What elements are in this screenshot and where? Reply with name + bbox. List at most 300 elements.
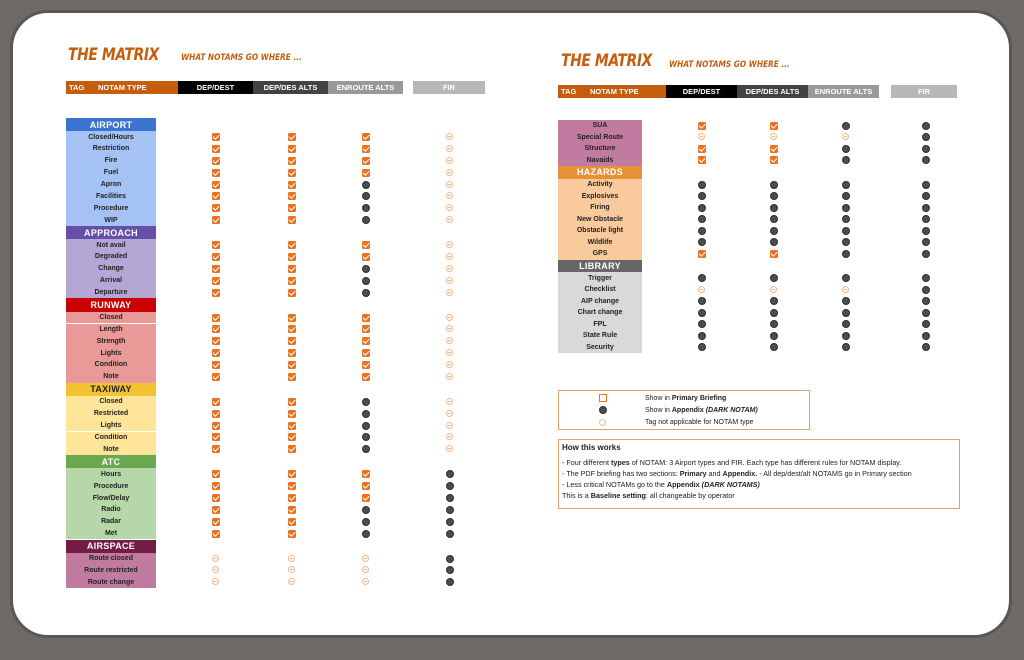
tag-cell: Procedure: [66, 480, 156, 492]
page-subtitle-right: WHAT NOTAMS GO WHERE ...: [669, 60, 790, 70]
appendix-dot-icon: [770, 204, 778, 212]
primary-check-icon: [288, 253, 296, 261]
not-applicable-icon: [446, 157, 453, 164]
header-fir: FIR: [891, 85, 957, 98]
category-airport: AIRPORT: [66, 118, 156, 131]
appendix-dot-icon: [842, 332, 850, 340]
primary-check-icon: [212, 530, 220, 538]
appendix-dot-icon: [446, 494, 454, 502]
appendix-dot-icon: [922, 297, 930, 305]
primary-check-icon: [288, 277, 296, 285]
appendix-dot-icon: [922, 215, 930, 223]
tag-cell: SUA: [558, 120, 642, 132]
appendix-dot-icon: [446, 578, 454, 586]
tag-cell: Trigger: [558, 272, 642, 284]
appendix-dot-icon: [922, 145, 930, 153]
appendix-dot-icon: [922, 192, 930, 200]
appendix-dot-icon: [770, 181, 778, 189]
tag-cell: Lights: [66, 347, 156, 359]
tag-cell: Radio: [66, 504, 156, 516]
appendix-dot-icon: [698, 181, 706, 189]
primary-check-icon: [212, 482, 220, 490]
appendix-dot-icon: [842, 181, 850, 189]
tag-cell: Route closed: [66, 553, 156, 565]
category-hazards: HAZARDS: [558, 166, 642, 179]
appendix-dot-icon: [922, 227, 930, 235]
not-applicable-icon: [446, 373, 453, 380]
tag-cell: Note: [66, 371, 156, 383]
how-l2e: - All dep/dest/alt NOTAMS go in Primary section: [757, 469, 912, 478]
tag-cell: Apron: [66, 179, 156, 191]
not-applicable-icon: [446, 265, 453, 272]
appendix-dot-icon: [842, 238, 850, 246]
tag-cell: WIP: [66, 214, 156, 226]
primary-check-icon: [362, 314, 370, 322]
primary-check-icon: [212, 277, 220, 285]
not-applicable-icon: [212, 555, 219, 562]
primary-check-icon: [288, 506, 296, 514]
appendix-dot-icon: [842, 309, 850, 317]
appendix-dot-icon: [698, 192, 706, 200]
primary-check-icon: [362, 241, 370, 249]
not-applicable-icon: [446, 445, 453, 452]
how-l4a: This is a: [562, 491, 591, 500]
tag-cell: Radar: [66, 516, 156, 528]
primary-check-icon: [288, 445, 296, 453]
primary-check-icon: [212, 216, 220, 224]
tag-cell: Checklist: [558, 284, 642, 296]
tag-cell: Restricted: [66, 408, 156, 420]
how-line-3: [562, 479, 956, 490]
not-applicable-icon: [362, 555, 369, 562]
appendix-dot-icon: [770, 332, 778, 340]
how-line-1: [562, 457, 956, 468]
appendix-dot-icon: [770, 320, 778, 328]
tag-cell: Departure: [66, 287, 156, 299]
appendix-dot-icon: [770, 297, 778, 305]
category-airspace: AIRSPACE: [66, 540, 156, 553]
not-applicable-icon: [446, 169, 453, 176]
appendix-dot-icon: [446, 470, 454, 478]
primary-check-icon: [362, 169, 370, 177]
primary-check-icon: [362, 349, 370, 357]
primary-check-icon: [212, 470, 220, 478]
primary-check-icon: [288, 398, 296, 406]
appendix-dot-icon: [922, 133, 930, 141]
appendix-dot-icon: [842, 250, 850, 258]
appendix-dot-icon: [362, 518, 370, 526]
tag-cell: Lights: [66, 420, 156, 432]
appendix-dot-icon: [922, 332, 930, 340]
not-applicable-icon: [446, 192, 453, 199]
appendix-dot-icon: [922, 122, 930, 130]
primary-check-icon: [212, 241, 220, 249]
tag-cell: Chart change: [558, 307, 642, 319]
not-applicable-icon: [288, 566, 295, 573]
table-header-right: [558, 85, 957, 98]
primary-check-icon: [212, 145, 220, 153]
tag-cell: Special Route: [558, 132, 642, 144]
tag-cell: Change: [66, 263, 156, 275]
how-l2a: - The PDF briefing has two sections:: [562, 469, 680, 478]
header-dep-des-alts: DEP/DES ALTS: [737, 85, 808, 98]
tag-cell: Structure: [558, 143, 642, 155]
how-l2d: Appendix.: [722, 469, 758, 478]
legend-primary-bold: Primary Briefing: [671, 395, 727, 402]
appendix-dot-icon: [362, 192, 370, 200]
appendix-dot-icon: [698, 343, 706, 351]
appendix-dot-icon: [599, 406, 607, 414]
appendix-dot-icon: [922, 238, 930, 246]
not-applicable-icon: [446, 325, 453, 332]
matrix-sheet: [10, 10, 1012, 638]
appendix-dot-icon: [362, 433, 370, 441]
primary-check-icon: [288, 422, 296, 430]
how-heading: How this works: [562, 443, 621, 452]
primary-check-icon: [288, 410, 296, 418]
appendix-dot-icon: [698, 227, 706, 235]
legend-appendix-italic: (DARK NOTAM): [705, 407, 758, 414]
tag-cell: Condition: [66, 359, 156, 371]
appendix-dot-icon: [922, 181, 930, 189]
not-applicable-icon: [288, 555, 295, 562]
primary-check-icon: [212, 337, 220, 345]
tag-cell: Note: [66, 443, 156, 455]
not-applicable-icon: [842, 286, 849, 293]
how-line-4: [562, 490, 956, 501]
not-applicable-icon: [770, 286, 777, 293]
primary-check-icon: [770, 156, 778, 164]
primary-check-icon: [288, 169, 296, 177]
legend-appendix-prefix: Show in: [645, 407, 672, 414]
primary-check-icon: [362, 373, 370, 381]
primary-check-icon: [212, 433, 220, 441]
not-applicable-icon: [446, 277, 453, 284]
how-l3b: Appendix: [666, 480, 700, 489]
appendix-dot-icon: [842, 192, 850, 200]
header-tag: TAG: [558, 85, 582, 98]
category-atc: ATC: [66, 455, 156, 468]
primary-check-icon: [362, 337, 370, 345]
appendix-dot-icon: [446, 482, 454, 490]
appendix-dot-icon: [362, 216, 370, 224]
primary-check-icon: [212, 192, 220, 200]
tag-cell: Obstacle light: [558, 225, 642, 237]
appendix-dot-icon: [362, 277, 370, 285]
primary-check-icon: [288, 133, 296, 141]
primary-check-icon: [362, 133, 370, 141]
primary-check-icon: [288, 518, 296, 526]
appendix-dot-icon: [922, 309, 930, 317]
header-tag: TAG: [66, 81, 90, 94]
primary-check-icon: [288, 494, 296, 502]
header-dep-dest: DEP/DEST: [666, 85, 737, 98]
primary-check-icon: [698, 156, 706, 164]
header-notam-type: NOTAM TYPE: [90, 81, 178, 94]
appendix-dot-icon: [446, 506, 454, 514]
tag-cell: Condition: [66, 432, 156, 444]
page-subtitle-left: WHAT NOTAMS GO WHERE ...: [181, 53, 302, 63]
not-applicable-icon: [362, 578, 369, 585]
primary-check-icon: [212, 325, 220, 333]
primary-check-icon: [698, 122, 706, 130]
legend-primary-prefix: Show in: [645, 395, 672, 402]
how-l3a: - Less critical NOTAMs go to the: [562, 480, 667, 489]
tag-cell: Arrival: [66, 275, 156, 287]
not-applicable-icon: [446, 241, 453, 248]
how-l3c: (DARK NOTAMS): [701, 480, 760, 489]
primary-check-icon: [288, 241, 296, 249]
legend-na-text: Tag not applicable for NOTAM type: [645, 419, 754, 426]
not-applicable-icon: [446, 433, 453, 440]
not-applicable-icon: [212, 566, 219, 573]
primary-box-icon: [599, 394, 607, 402]
primary-check-icon: [698, 145, 706, 153]
primary-check-icon: [212, 133, 220, 141]
primary-check-icon: [212, 181, 220, 189]
header-dep-dest: DEP/DEST: [178, 81, 253, 94]
appendix-dot-icon: [362, 398, 370, 406]
appendix-dot-icon: [922, 204, 930, 212]
how-l2c: and: [706, 469, 723, 478]
tag-cell: Flow/Delay: [66, 492, 156, 504]
primary-check-icon: [212, 361, 220, 369]
primary-check-icon: [362, 145, 370, 153]
primary-check-icon: [288, 361, 296, 369]
appendix-dot-icon: [362, 530, 370, 538]
primary-check-icon: [212, 314, 220, 322]
primary-check-icon: [212, 289, 220, 297]
tag-cell: Activity: [558, 179, 642, 191]
appendix-dot-icon: [362, 265, 370, 273]
primary-check-icon: [288, 373, 296, 381]
header-enroute-alts: ENROUTE ALTS: [328, 81, 403, 94]
header-fir: FIR: [413, 81, 485, 94]
primary-check-icon: [288, 145, 296, 153]
not-applicable-icon: [446, 289, 453, 296]
legend-appendix: [559, 405, 809, 416]
category-library: LIBRARY: [558, 260, 642, 273]
not-applicable-icon: [446, 133, 453, 140]
appendix-dot-icon: [698, 274, 706, 282]
appendix-dot-icon: [922, 274, 930, 282]
appendix-dot-icon: [446, 555, 454, 563]
tag-cell: FPL: [558, 318, 642, 330]
not-applicable-icon: [362, 566, 369, 573]
not-applicable-icon: [446, 204, 453, 211]
appendix-dot-icon: [770, 309, 778, 317]
primary-check-icon: [288, 530, 296, 538]
tag-cell: Closed: [66, 312, 156, 324]
appendix-dot-icon: [922, 320, 930, 328]
table-header-left: [66, 81, 485, 94]
primary-check-icon: [212, 518, 220, 526]
appendix-dot-icon: [842, 297, 850, 305]
not-applicable-icon: [698, 133, 705, 140]
tag-cell: Restriction: [66, 143, 156, 155]
tag-cell: Strength: [66, 335, 156, 347]
primary-check-icon: [362, 361, 370, 369]
legend-primary: [559, 393, 809, 404]
primary-check-icon: [288, 192, 296, 200]
tag-cell: Wildlife: [558, 237, 642, 249]
not-applicable-icon: [446, 422, 453, 429]
tag-cell: Closed: [66, 396, 156, 408]
primary-check-icon: [212, 253, 220, 261]
appendix-dot-icon: [770, 215, 778, 223]
appendix-dot-icon: [362, 506, 370, 514]
tag-cell: Closed/Hours: [66, 131, 156, 143]
primary-check-icon: [362, 157, 370, 165]
appendix-dot-icon: [770, 274, 778, 282]
appendix-dot-icon: [698, 204, 706, 212]
tag-cell: New Obstacle: [558, 213, 642, 225]
tag-cell: Firing: [558, 202, 642, 214]
appendix-dot-icon: [446, 518, 454, 526]
tag-cell: Length: [66, 324, 156, 336]
primary-check-icon: [288, 482, 296, 490]
primary-check-icon: [212, 169, 220, 177]
primary-check-icon: [288, 289, 296, 297]
tag-cell: Hours: [66, 468, 156, 480]
header-enroute-alts: ENROUTE ALTS: [808, 85, 879, 98]
how-l2b: Primary: [679, 469, 707, 478]
category-runway: RUNWAY: [66, 298, 156, 311]
not-applicable-icon: [770, 133, 777, 140]
not-applicable-icon: [446, 410, 453, 417]
header-notam-type: NOTAM TYPE: [582, 85, 666, 98]
appendix-dot-icon: [842, 215, 850, 223]
appendix-dot-icon: [922, 343, 930, 351]
page-title-right: THE MATRIX: [561, 51, 652, 71]
not-applicable-icon: [446, 181, 453, 188]
not-applicable-icon: [446, 216, 453, 223]
primary-check-icon: [212, 410, 220, 418]
appendix-dot-icon: [698, 309, 706, 317]
not-applicable-icon: [446, 314, 453, 321]
primary-check-icon: [362, 253, 370, 261]
not-applicable-icon: [446, 349, 453, 356]
appendix-dot-icon: [362, 445, 370, 453]
not-applicable-icon: [599, 419, 606, 426]
how-this-works-box: [558, 439, 960, 509]
tag-cell: Explosives: [558, 190, 642, 202]
tag-cell: Fire: [66, 155, 156, 167]
appendix-dot-icon: [842, 274, 850, 282]
primary-check-icon: [288, 349, 296, 357]
primary-check-icon: [212, 157, 220, 165]
primary-check-icon: [288, 216, 296, 224]
primary-check-icon: [288, 470, 296, 478]
primary-check-icon: [212, 373, 220, 381]
appendix-dot-icon: [446, 566, 454, 574]
tag-cell: State Rule: [558, 330, 642, 342]
appendix-dot-icon: [362, 422, 370, 430]
primary-check-icon: [212, 422, 220, 430]
appendix-dot-icon: [842, 227, 850, 235]
how-l1a: - Four different: [562, 458, 612, 467]
not-applicable-icon: [842, 133, 849, 140]
primary-check-icon: [212, 204, 220, 212]
primary-check-icon: [212, 506, 220, 514]
legend: [558, 390, 810, 430]
tag-cell: Navaids: [558, 155, 642, 167]
appendix-dot-icon: [698, 332, 706, 340]
not-applicable-icon: [446, 145, 453, 152]
category-taxiway: TAXIWAY: [66, 383, 156, 396]
primary-check-icon: [212, 265, 220, 273]
tag-cell: Route restricted: [66, 565, 156, 577]
not-applicable-icon: [212, 578, 219, 585]
appendix-dot-icon: [362, 181, 370, 189]
legend-appendix-bold: Appendix: [671, 407, 704, 414]
tag-cell: Route change: [66, 576, 156, 588]
not-applicable-icon: [446, 253, 453, 260]
primary-check-icon: [212, 445, 220, 453]
primary-check-icon: [212, 349, 220, 357]
appendix-dot-icon: [362, 410, 370, 418]
primary-check-icon: [288, 433, 296, 441]
primary-check-icon: [288, 181, 296, 189]
not-applicable-icon: [288, 578, 295, 585]
appendix-dot-icon: [446, 530, 454, 538]
tag-cell: Security: [558, 342, 642, 354]
appendix-dot-icon: [698, 320, 706, 328]
appendix-dot-icon: [770, 343, 778, 351]
appendix-dot-icon: [922, 250, 930, 258]
primary-check-icon: [288, 204, 296, 212]
not-applicable-icon: [446, 398, 453, 405]
not-applicable-icon: [446, 337, 453, 344]
header-dep-des-alts: DEP/DES ALTS: [253, 81, 328, 94]
how-l1b: types: [611, 458, 630, 467]
appendix-dot-icon: [698, 297, 706, 305]
appendix-dot-icon: [842, 122, 850, 130]
primary-check-icon: [698, 250, 706, 258]
how-l4b: Baseline setting: [590, 491, 646, 500]
appendix-dot-icon: [922, 286, 930, 294]
tag-cell: Degraded: [66, 251, 156, 263]
primary-check-icon: [770, 145, 778, 153]
not-applicable-icon: [446, 361, 453, 368]
appendix-dot-icon: [842, 204, 850, 212]
primary-check-icon: [288, 314, 296, 322]
tag-cell: Facilities: [66, 190, 156, 202]
primary-check-icon: [288, 337, 296, 345]
appendix-dot-icon: [362, 204, 370, 212]
page-title-left: THE MATRIX: [68, 45, 159, 65]
tag-cell: Procedure: [66, 202, 156, 214]
primary-check-icon: [770, 122, 778, 130]
tag-cell: Fuel: [66, 167, 156, 179]
tag-cell: Not avail: [66, 239, 156, 251]
primary-check-icon: [212, 398, 220, 406]
appendix-dot-icon: [842, 156, 850, 164]
appendix-dot-icon: [698, 238, 706, 246]
primary-check-icon: [362, 494, 370, 502]
appendix-dot-icon: [842, 320, 850, 328]
appendix-dot-icon: [922, 156, 930, 164]
tag-cell: AIP change: [558, 295, 642, 307]
how-l1c: of NOTAM: 3 Airport types and FIR. Each type has different rules for NOTAM display.: [629, 458, 902, 467]
tag-cell: GPS: [558, 248, 642, 260]
tag-cell: Met: [66, 528, 156, 540]
primary-check-icon: [362, 325, 370, 333]
primary-check-icon: [362, 470, 370, 478]
appendix-dot-icon: [842, 145, 850, 153]
appendix-dot-icon: [698, 215, 706, 223]
category-approach: APPROACH: [66, 226, 156, 239]
